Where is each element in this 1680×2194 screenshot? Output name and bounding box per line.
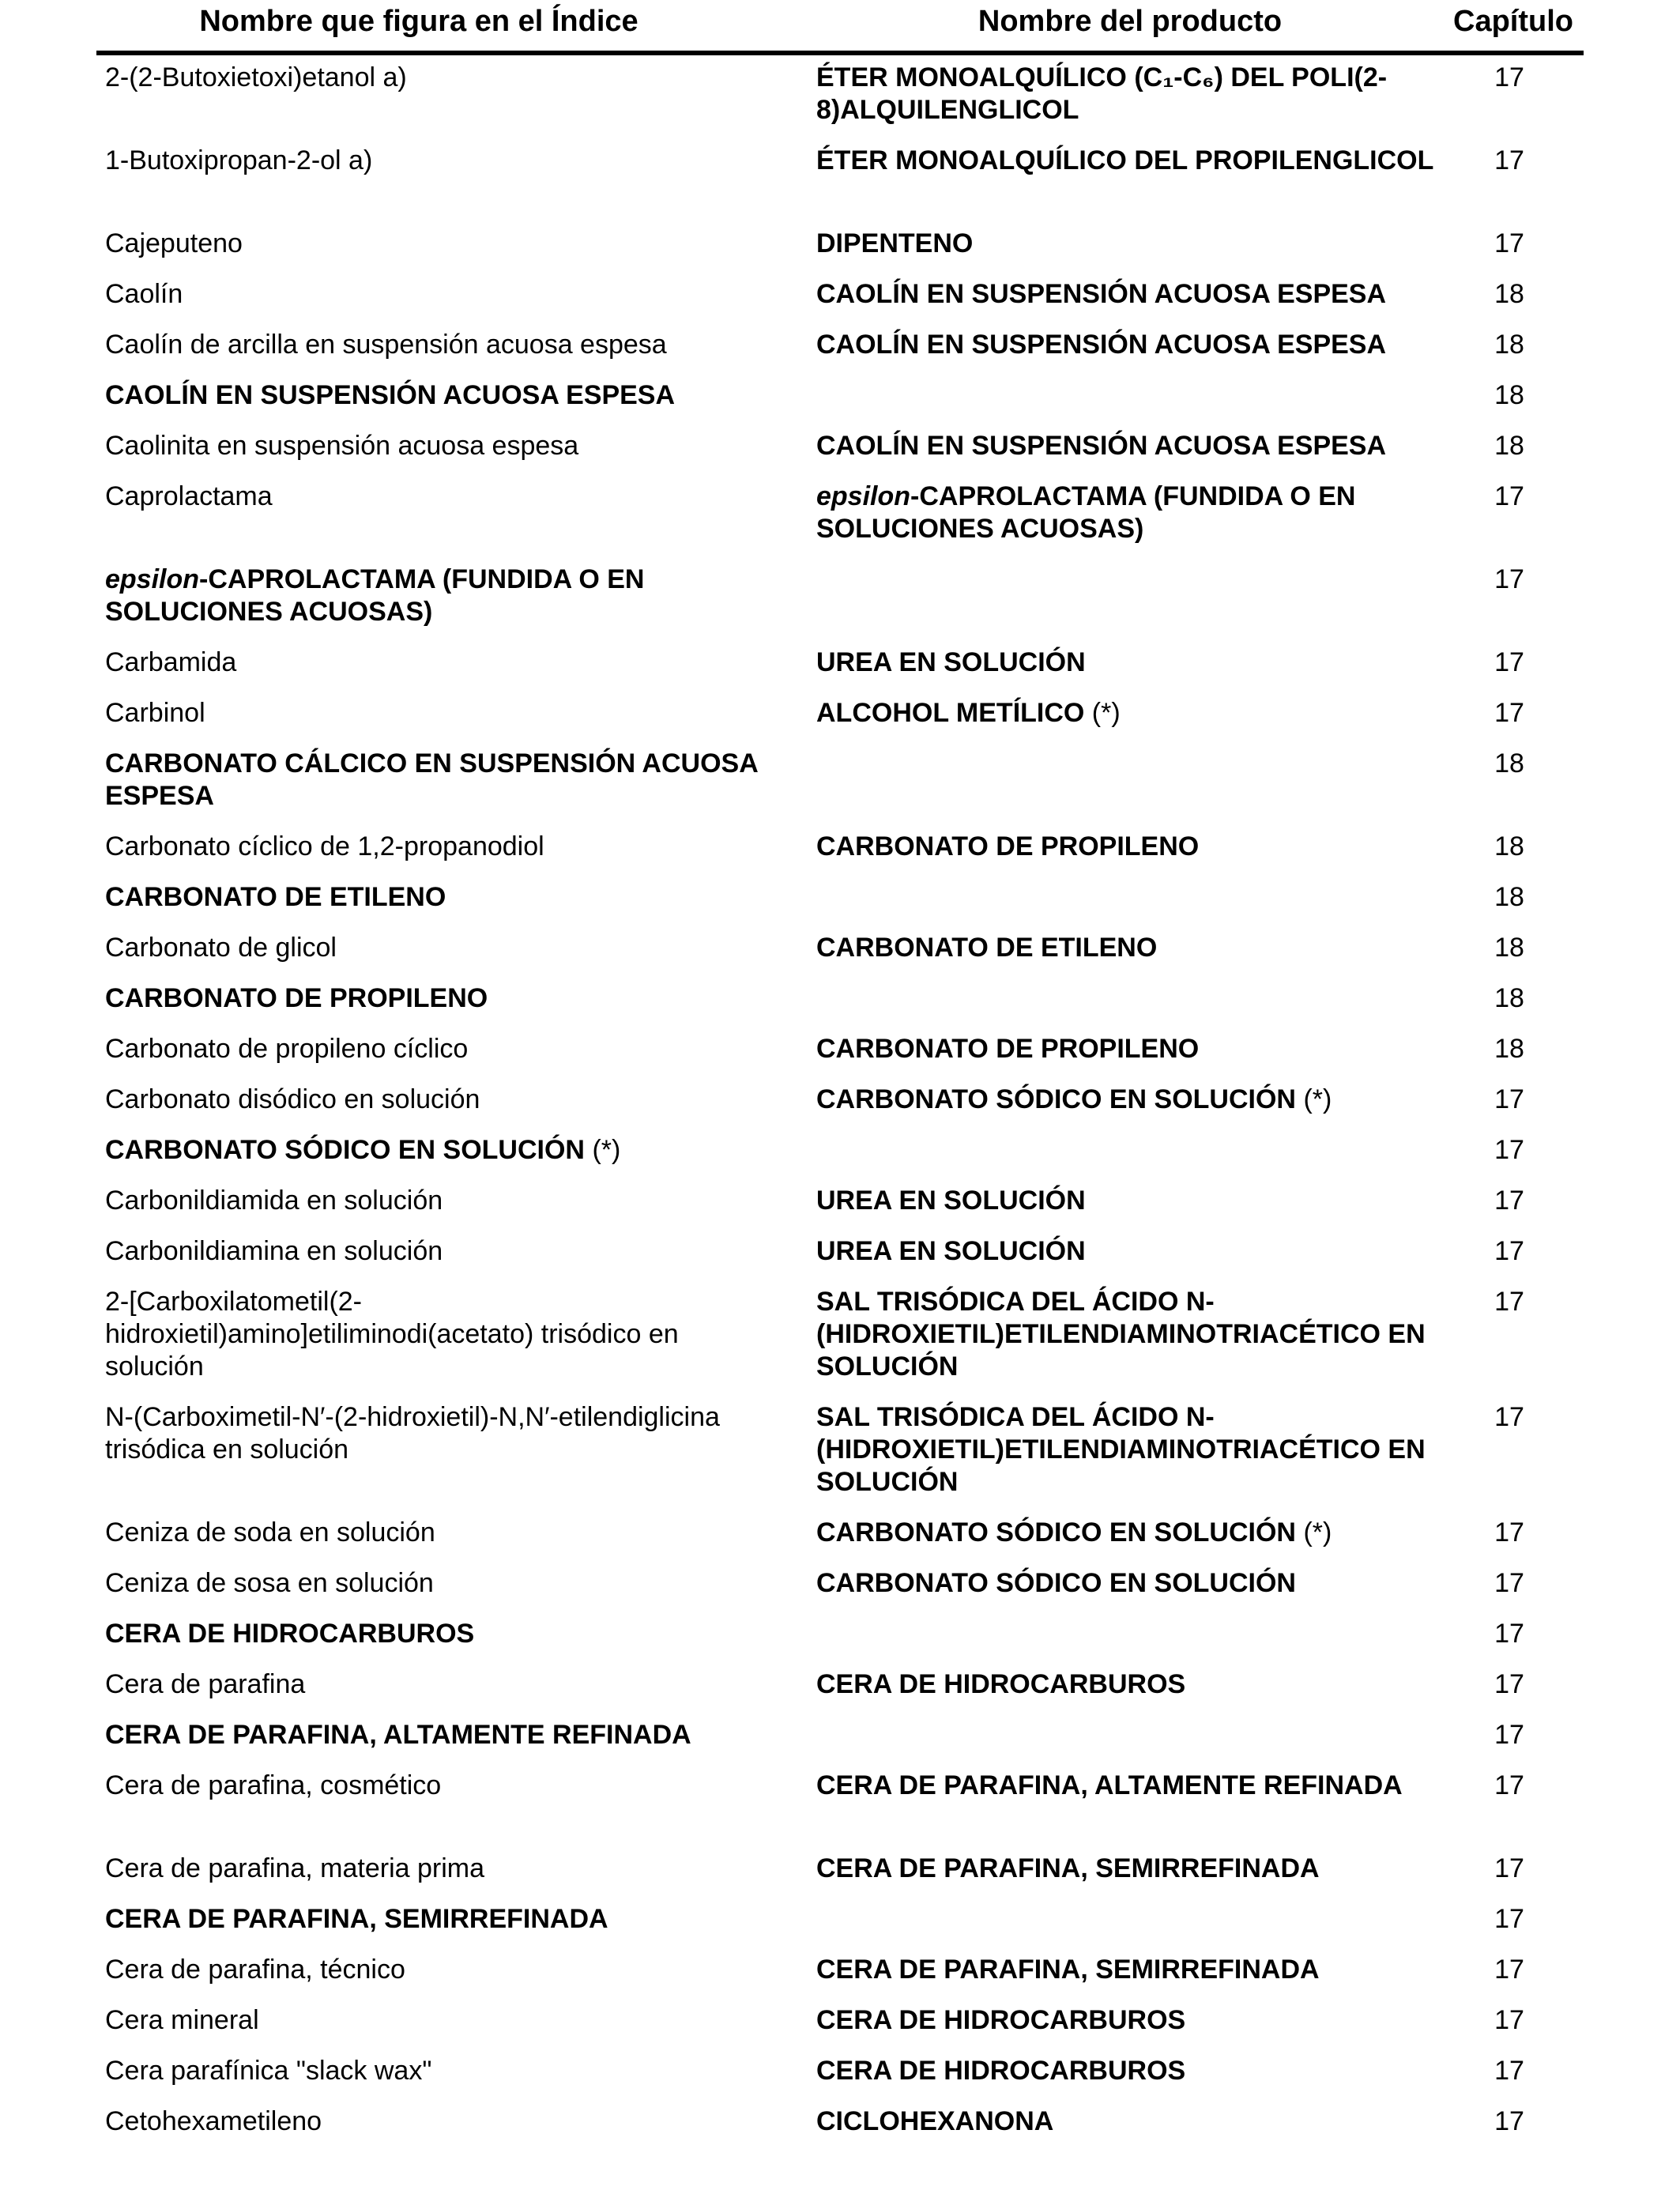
chapter-cell: 18 [1494,279,1524,309]
index-name-text: 1-Butoxipropan-2-ol a) [105,145,373,175]
table-row [0,1235,1680,1286]
product-name-text: -CAPROLACTAMA (FUNDIDA O EN SOLUCIONES ACUOSAS) [816,481,1356,544]
chapter-cell: 17 [1494,1770,1524,1800]
product-name-cell [816,2004,1441,2037]
table-row [0,379,1680,430]
index-name-text: Cera de parafina [105,1669,306,1699]
index-name-text: Cera parafínica "slack wax" [105,2056,432,2086]
index-name-cell [105,1668,769,1701]
product-name-note: (*) [1296,1517,1332,1547]
index-name-cell [105,1770,769,1802]
index-name-cell [105,881,769,914]
index-name-text: CARBONATO CÁLCICO EN SUSPENSIÓN ACUOSA ESPESA [105,748,758,811]
index-name-cell [105,2004,769,2037]
product-name-text: CERA DE PARAFINA, ALTAMENTE REFINADA [816,1770,1403,1800]
product-name-cell [816,1286,1441,1383]
product-name-text: CAOLÍN EN SUSPENSIÓN ACUOSA ESPESA [816,330,1387,360]
chapter-cell: 17 [1494,564,1524,594]
product-name-cell [816,1954,1441,1986]
product-name-text: CERA DE PARAFINA, SEMIRREFINADA [816,1853,1320,1883]
chapter-cell: 17 [1494,2106,1524,2136]
index-name-cell [105,379,769,412]
index-name-text: 2-[Carboxilatometil(2-hidroxietil)amino]etiliminodi(acetato) trisódico en solución [105,1287,679,1382]
index-name-text: Carbonildiamina en solución [105,1236,443,1266]
chapter-cell: 18 [1494,831,1524,861]
index-name-cell [105,2105,769,2138]
product-name-text: CERA DE HIDROCARBUROS [816,1669,1186,1699]
product-name-cell [816,329,1441,361]
product-name-text: DIPENTENO [816,228,974,258]
chapter-cell: 17 [1494,1135,1524,1165]
table-row [0,881,1680,932]
index-name-cell [105,1618,769,1650]
product-name-cell [816,697,1441,729]
chapter-cell: 17 [1494,1517,1524,1547]
index-name-cell [105,748,769,812]
table-row [0,1033,1680,1084]
index-name-text: Carbamida [105,647,237,677]
product-name-text: CERA DE HIDROCARBUROS [816,2056,1186,2086]
product-name-cell [816,228,1441,260]
chapter-cell: 18 [1494,1034,1524,1064]
chapter-cell: 17 [1494,1955,1524,1985]
table-row [0,1401,1680,1517]
table-row [0,1517,1680,1567]
table-row [0,697,1680,748]
chapter-cell: 17 [1494,1904,1524,1934]
table-row [0,932,1680,982]
index-name-text: CARBONATO DE PROPILENO [105,983,488,1013]
index-name-cell [105,1084,769,1116]
header-product-name: Nombre del producto [977,5,1283,38]
product-name-text: UREA EN SOLUCIÓN [816,1236,1086,1266]
index-name-cell [105,430,769,462]
product-name-cell [816,1567,1441,1600]
table-row [0,1185,1680,1235]
table-row [0,1134,1680,1185]
chapter-cell: 17 [1494,1084,1524,1114]
product-name-cell [816,1084,1441,1116]
chapter-cell: 17 [1494,2005,1524,2035]
index-name-text: Cera de parafina, técnico [105,1955,405,1985]
product-name-cell [816,1517,1441,1549]
chapter-cell: 17 [1494,1853,1524,1883]
index-name-text: CARBONATO DE ETILENO [105,882,446,912]
index-name-cell [105,1517,769,1549]
index-name-text: -CAPROLACTAMA (FUNDIDA O EN SOLUCIONES ACUOSAS) [105,564,645,627]
index-name-cell [105,1853,769,1885]
table-row [0,1084,1680,1134]
table-row [0,329,1680,379]
table-row [0,145,1680,228]
index-name-text: Carbinol [105,698,205,728]
index-name-text: Cajeputeno [105,228,243,258]
index-name-text: Carbonato de glicol [105,933,337,963]
product-name-cell [816,647,1441,679]
table-row [0,647,1680,697]
italic-prefix: epsilon [816,481,911,511]
chapter-cell: 17 [1494,1402,1524,1432]
index-name-text: Cetohexametileno [105,2106,322,2136]
index-name-cell [105,1903,769,1936]
index-name-cell [105,278,769,311]
chapter-cell: 18 [1494,330,1524,360]
index-name-cell [105,1719,769,1751]
table-row [0,62,1680,145]
index-name-text: Caolinita en suspensión acuosa espesa [105,431,579,461]
chapter-cell: 17 [1494,481,1524,511]
product-name-note: (*) [1296,1084,1332,1114]
table-row [0,1719,1680,1770]
chapter-cell: 17 [1494,228,1524,258]
chapter-cell: 17 [1494,62,1524,92]
product-name-text: CARBONATO DE PROPILENO [816,831,1200,861]
index-name-text: Cera mineral [105,2005,259,2035]
index-name-cell [105,831,769,863]
index-name-text: Ceniza de sosa en solución [105,1568,434,1598]
chapter-cell: 17 [1494,1720,1524,1750]
index-name-text: Carbonato disódico en solución [105,1084,480,1114]
product-name-cell [816,1668,1441,1701]
chapter-cell: 17 [1494,145,1524,175]
product-name-text: CARBONATO DE ETILENO [816,933,1158,963]
index-name-text: CAOLÍN EN SUSPENSIÓN ACUOSA ESPESA [105,380,676,410]
table-row [0,2105,1680,2156]
index-name-cell [105,1033,769,1065]
table-row [0,2055,1680,2105]
chapter-cell: 17 [1494,1568,1524,1598]
index-name-cell [105,1401,769,1466]
index-name-text: N-(Carboximetil-N′-(2-hidroxietil)-N,N′-etilendiglicina trisódica en solución [105,1402,720,1465]
index-name-cell [105,1235,769,1268]
table-row [0,1668,1680,1719]
index-name-text: Caprolactama [105,481,273,511]
table-row [0,1770,1680,1853]
table-row [0,430,1680,481]
index-name-cell [105,329,769,361]
table-row [0,228,1680,278]
table-row [0,1954,1680,2004]
product-name-text: CAOLÍN EN SUSPENSIÓN ACUOSA ESPESA [816,279,1387,309]
index-name-text: 2-(2-Butoxietoxi)etanol a) [105,62,407,92]
index-name-text: Caolín [105,279,183,309]
index-name-text: CARBONATO SÓDICO EN SOLUCIÓN [105,1135,585,1165]
table-row [0,2004,1680,2055]
product-name-cell [816,1185,1441,1217]
table-row [0,278,1680,329]
table-header [0,0,1680,47]
product-name-cell [816,145,1441,177]
index-name-cell [105,1286,769,1383]
table-row [0,481,1680,564]
table-row [0,748,1680,831]
product-name-cell [816,1770,1441,1802]
index-name-cell [105,145,769,177]
index-name-note: (*) [585,1135,621,1165]
index-name-text: Ceniza de soda en solución [105,1517,435,1547]
product-name-text: SAL TRISÓDICA DEL ÁCIDO N-(HIDROXIETIL)ETILENDIAMINOTRIACÉTICO EN SOLUCIÓN [816,1287,1426,1382]
table-row [0,1853,1680,1903]
table-row [0,564,1680,647]
index-name-cell [105,1185,769,1217]
chapter-cell: 17 [1494,1619,1524,1649]
chapter-cell: 18 [1494,983,1524,1013]
product-name-cell [816,481,1441,545]
product-name-cell [816,831,1441,863]
product-name-text: CARBONATO DE PROPILENO [816,1034,1200,1064]
index-name-text: CERA DE HIDROCARBUROS [105,1619,475,1649]
product-name-text: SAL TRISÓDICA DEL ÁCIDO N-(HIDROXIETIL)ETILENDIAMINOTRIACÉTICO EN SOLUCIÓN [816,1402,1426,1497]
index-name-cell [105,647,769,679]
product-name-cell [816,62,1441,126]
index-name-cell [105,697,769,729]
product-name-cell [816,2105,1441,2138]
index-name-text: Carbonildiamida en solución [105,1186,443,1216]
chapter-cell: 17 [1494,647,1524,677]
header-index-name: Nombre que figura en el Índice [199,5,638,38]
chapter-cell: 17 [1494,1186,1524,1216]
product-name-text: UREA EN SOLUCIÓN [816,1186,1086,1216]
product-name-text: CAOLÍN EN SUSPENSIÓN ACUOSA ESPESA [816,431,1387,461]
product-name-text: CICLOHEXANONA [816,2106,1054,2136]
italic-prefix: epsilon [105,564,200,594]
table-row [0,982,1680,1033]
product-name-cell [816,1401,1441,1498]
index-name-cell [105,1954,769,1986]
product-name-text: ÉTER MONOALQUÍLICO (C₁-C₆) DEL POLI(2-8)ALQUILENGLICOL [816,62,1388,125]
product-name-text: CARBONATO SÓDICO EN SOLUCIÓN [816,1568,1296,1598]
product-name-text: UREA EN SOLUCIÓN [816,647,1086,677]
index-name-cell [105,481,769,513]
index-name-cell [105,982,769,1015]
product-name-text: CARBONATO SÓDICO EN SOLUCIÓN [816,1084,1296,1114]
index-name-cell [105,62,769,94]
table-body [0,62,1680,2156]
index-name-text: CERA DE PARAFINA, ALTAMENTE REFINADA [105,1720,691,1750]
index-name-cell [105,564,769,628]
index-name-cell [105,2055,769,2087]
chapter-cell: 18 [1494,933,1524,963]
index-name-cell [105,932,769,964]
product-name-cell [816,1235,1441,1268]
product-name-cell [816,1853,1441,1885]
chapter-cell: 17 [1494,1236,1524,1266]
table-row [0,1567,1680,1618]
product-name-text: CARBONATO SÓDICO EN SOLUCIÓN [816,1517,1296,1547]
index-name-cell [105,1134,769,1167]
product-name-text: ALCOHOL METÍLICO [816,698,1085,728]
product-name-text: ÉTER MONOALQUÍLICO DEL PROPILENGLICOL [816,145,1434,175]
index-name-cell [105,1567,769,1600]
chapter-cell: 18 [1494,431,1524,461]
chapter-cell: 18 [1494,380,1524,410]
product-name-cell [816,2055,1441,2087]
index-name-text: Carbonato de propileno cíclico [105,1034,469,1064]
chapter-cell: 18 [1494,748,1524,778]
chapter-cell: 17 [1494,2056,1524,2086]
index-name-text: Cera de parafina, materia prima [105,1853,485,1883]
table-row [0,1903,1680,1954]
table-row [0,1286,1680,1401]
chapter-cell: 17 [1494,698,1524,728]
header-chapter: Capítulo [1453,5,1573,38]
index-name-text: Caolín de arcilla en suspensión acuosa espesa [105,330,667,360]
index-name-text: CERA DE PARAFINA, SEMIRREFINADA [105,1904,608,1934]
index-name-text: Cera de parafina, cosmético [105,1770,442,1800]
product-name-cell [816,932,1441,964]
chapter-cell: 17 [1494,1669,1524,1699]
product-name-cell [816,278,1441,311]
index-name-cell [105,228,769,260]
table-row [0,831,1680,881]
index-name-text: Carbonato cíclico de 1,2-propanodiol [105,831,544,861]
product-name-text: CERA DE HIDROCARBUROS [816,2005,1186,2035]
chapter-cell: 17 [1494,1287,1524,1317]
product-name-note: (*) [1084,698,1121,728]
table-row [0,1618,1680,1668]
product-name-text: CERA DE PARAFINA, SEMIRREFINADA [816,1955,1320,1985]
product-name-cell [816,1033,1441,1065]
product-name-cell [816,430,1441,462]
chapter-cell: 18 [1494,882,1524,912]
header-rule [96,51,1584,55]
